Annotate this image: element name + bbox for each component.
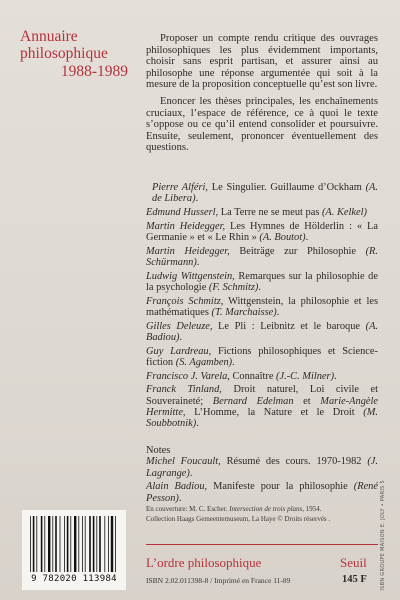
review-entry (146, 296, 378, 319)
barcode-bar (111, 516, 113, 572)
entry-reviewer: (A. de Libera) (152, 182, 378, 205)
entry-author: François Schmitz, (146, 295, 224, 307)
price: 145 F (342, 574, 367, 585)
barcode-bar (44, 516, 45, 572)
publisher-name: Seuil (340, 555, 367, 570)
title-line-2: philosophique (20, 45, 108, 62)
entry-end: . (196, 257, 200, 268)
barcode-bar (89, 516, 91, 572)
review-entry (146, 384, 378, 430)
entry-author: Alain Badiou, (146, 481, 208, 493)
entry-reviewer: (J. Lagrange) (146, 456, 378, 479)
barcode-bar (82, 516, 83, 572)
barcode-bar (30, 516, 31, 572)
entry-end: . (196, 418, 199, 430)
barcode-bar (36, 516, 37, 572)
cover-credits (146, 505, 378, 524)
entry-reviewer: (A. Boutot) (259, 232, 306, 243)
entry-work: Remarques sur la philosophie de la psychologie (146, 270, 378, 293)
entry-work: Le Pli : Leibnitz et le baroque (212, 320, 366, 332)
note-entry (146, 481, 378, 504)
barcode-bar (52, 516, 53, 572)
barcode-digits: 9 782020 113984 (31, 574, 117, 584)
entry-author: Edmund Husserl, (146, 207, 219, 218)
contents-list (146, 182, 378, 506)
entry-author-3: Marie-Angèle Hermitte, (146, 395, 378, 418)
entry-reviewer: (A. Kelkel) (321, 207, 367, 218)
entry-reviewer: (A. Badiou) (146, 320, 379, 343)
entry-end: . (232, 357, 235, 368)
entry-reviewer: (J.-C. Milner) (276, 370, 335, 382)
vertical-printer-text: ISBN GROUPE MAISON E. JOLY • PARIS 5 (380, 480, 386, 591)
entry-work: Beiträge zur Philosophie (229, 245, 366, 257)
barcode-bar (33, 516, 35, 572)
divider-rule (146, 544, 378, 545)
notes-heading: Notes (146, 444, 171, 456)
review-entry (146, 182, 378, 205)
barcode-graphic (29, 516, 119, 572)
entry-end: . (305, 232, 309, 243)
entry-author: Martin Heidegger, (146, 245, 230, 257)
entry-author: Ludwig Wittgenstein, (146, 270, 235, 282)
note-entry (146, 456, 378, 479)
barcode-bar (48, 516, 50, 572)
barcode-bar (96, 516, 97, 572)
entry-reviewer: (René Pesson) (146, 481, 378, 504)
entry-reviewer: (S. Agamben) (175, 357, 233, 368)
entry-work: Droit naturel, Loi civile et Souveraineté; (146, 384, 378, 407)
credits-line-2: Collection Haags Gemeentemuseum, La Haye © Droits réservés . (146, 514, 331, 523)
review-entry (146, 346, 378, 369)
entry-work: Résumé des cours. 1970-1982 (220, 456, 368, 468)
barcode-bar (64, 516, 65, 572)
entry-work: Connaître (229, 370, 277, 382)
barcode-bar (70, 516, 71, 572)
review-entry (146, 246, 378, 269)
intro-text (146, 33, 378, 159)
entry-conjunction: et (293, 395, 321, 407)
entry-reviewer: (T. Marchaisse) (211, 307, 277, 318)
barcode-bar (41, 516, 43, 572)
review-entry (146, 371, 378, 382)
entry-author: Guy Lardreau, (146, 345, 212, 357)
review-entry (146, 271, 378, 294)
isbn-barcode (22, 510, 126, 590)
entry-reviewer: (F. Schmitz) (208, 282, 259, 293)
entry-work: Le Singulier. Guillaume d’Ockham (208, 182, 366, 193)
collection-name: L’ordre philosophique (146, 555, 262, 570)
series-title (20, 28, 130, 80)
intro-paragraph-2: Enoncer les thèses principales, les enchaînements cruciaux, l’espace de référence, ce à quoi le texte s’oppose ou ce qu’il entend consolider et poursuivre. Ensuite, seulement, prononcer éventuellement des questions. (146, 95, 378, 154)
barcode-bar (108, 516, 109, 572)
title-line-1: Annuaire (20, 28, 78, 45)
entry-end: . (195, 193, 199, 205)
credits-suffix: 1954. (304, 505, 322, 513)
entry-author: Michel Foucault, (146, 456, 221, 468)
barcode-bar (115, 516, 116, 572)
credits-artwork-title: Intersection de trois plans, (229, 505, 304, 513)
entry-reviewer: (M. Soubbotnik) (146, 407, 378, 430)
intro-paragraph-1: Proposer un compte rendu critique des ouvrages philosophiques les plus évidemment importants, choisir sans esprit partisan, et assurer ainsi au philosophe une réponse argumentée qui soit à la mesure de la proposition conceptuelle qu’est son livre. (146, 33, 378, 91)
entry-reviewer: (R. Schürmann) (146, 245, 378, 268)
isbn-text: ISBN 2.02.011398-8 / Imprimé en France 11-89 (146, 576, 291, 585)
barcode-bar (60, 516, 61, 572)
barcode-bar (93, 516, 95, 572)
credits-line-1 (146, 505, 378, 515)
barcode-bar (78, 516, 79, 572)
entry-end: . (276, 307, 280, 318)
entry-author: Franck Tinland, (146, 384, 222, 396)
entry-end: . (258, 282, 261, 293)
entry-author: Francisco J. Varela, (146, 370, 230, 382)
title-years: 1988-1989 (60, 63, 128, 80)
barcode-bar (104, 516, 105, 572)
entry-work: Manifeste pour la philosophie (207, 481, 354, 493)
entry-work: La Terre ne se meut pas (218, 207, 322, 218)
entry-author-2: Bernard Edelman (212, 395, 294, 407)
entry-author: Pierre Alféri, (152, 182, 208, 193)
barcode-bar (74, 516, 76, 572)
barcode-bar (55, 516, 57, 572)
entry-end: . (178, 492, 182, 504)
entry-author: Gilles Deleuze, (146, 320, 213, 332)
entry-author: Martin Heidegger, (146, 220, 226, 232)
entry-work: Wittgenstein, la philosophie et les mathématiques (146, 295, 378, 318)
entry-work: Les Hymnes de Hölderlin : « La Germanie » et « Le Rhin » (146, 220, 378, 243)
review-entry (146, 321, 378, 344)
review-entry (146, 207, 378, 218)
barcode-bar (99, 516, 101, 572)
credits-prefix: En couverture: M. C. Escher. (146, 505, 230, 513)
entry-work-2: L’Homme, la Nature et le Droit (185, 407, 364, 418)
entry-work: Fictions philosophiques et Science-fiction (146, 345, 378, 368)
entry-end: . (189, 467, 193, 479)
barcode-bar (67, 516, 69, 572)
entry-end: . (179, 332, 183, 343)
entry-end: . (334, 370, 337, 382)
barcode-bar (85, 516, 86, 572)
review-entry (146, 221, 378, 244)
